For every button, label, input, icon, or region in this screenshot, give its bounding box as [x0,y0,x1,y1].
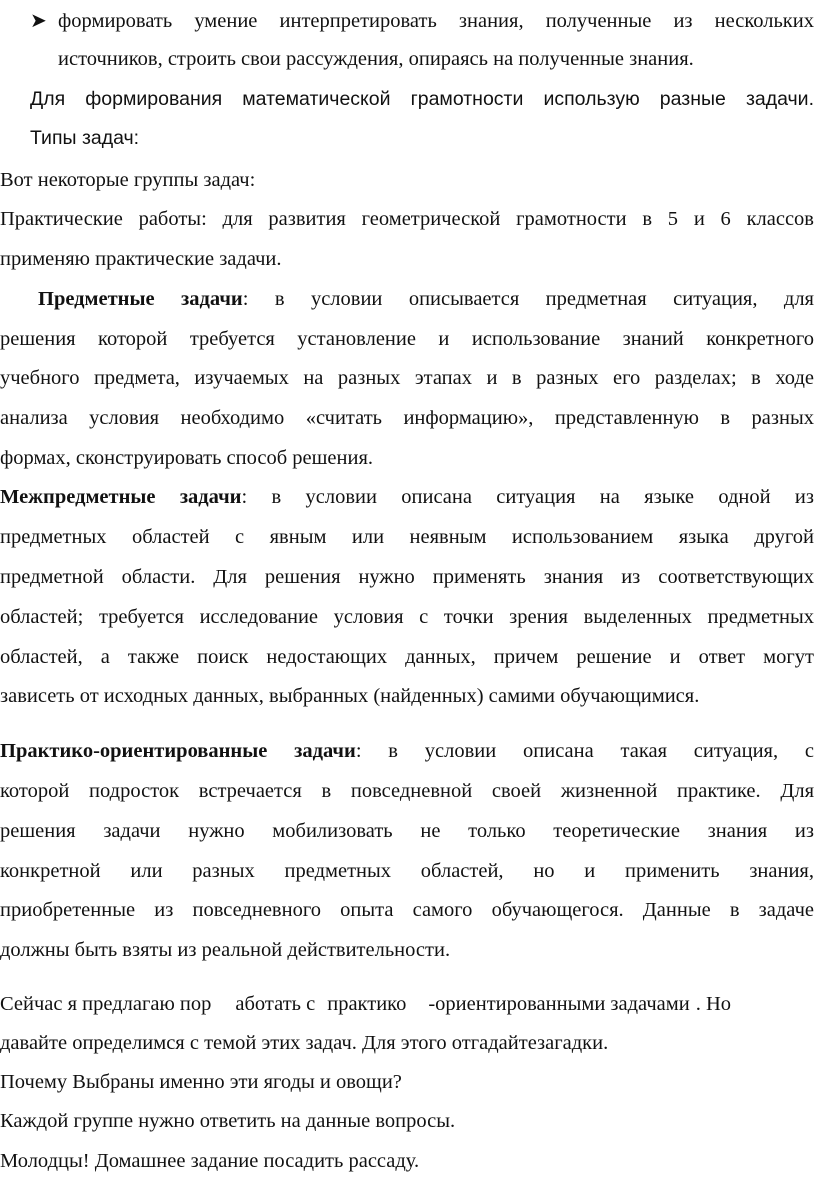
closing-line-1 [0,990,731,1018]
closing-line-2: давайте определимся с темой этих задач. Для этого отгадайтезагадки. [0,1032,609,1054]
practice-tasks-line-6: должны быть взяты из реальной действительности. [0,939,451,961]
practical-line-1: Практические работы: для развития геометрической грамотности в 5 и 6 классов [0,208,814,230]
closing-line-3: Почему Выбраны именно эти ягоды и овощи? [0,1071,402,1093]
practical-line-2: применяю практические задачи. [0,248,282,270]
subject-tasks-term: Предметные задачи [38,288,243,310]
interdisciplinary-tasks-line-4: областей; требуется исследование условия с точки зрения выделенных предметных [0,606,814,628]
interdisciplinary-tasks-line-3: предметной области. Для решения нужно применять знания из соответствующих [0,566,814,588]
interdisciplinary-tasks-line-2: предметных областей с явным или неявным использованием языка другой [0,526,814,548]
subject-tasks-line-5: формах, сконструировать способ решения. [0,447,374,469]
bullet-line-1: формировать умение интерпретировать знания, полученные из нескольких [58,10,814,32]
subject-tasks-line-2: решения которой требуется установление и использование знаний конкретного [0,328,814,350]
interdisciplinary-tasks-line-1-rest: : в условии описана ситуация на языке одной из [241,486,814,508]
closing-part-3: практико [327,993,407,1015]
interdisciplinary-tasks-term: Межпредметные задачи [0,486,242,508]
interdisciplinary-tasks-line-5: областей, а также поиск недостающих данных, причем решение и ответ могут [0,646,814,668]
practice-tasks-line-4: конкретной или разных предметных областей, но и применить знания, [0,860,814,882]
practice-tasks-line-1-rest: : в условии описана такая ситуация, с [355,740,815,762]
subject-tasks-line-1 [38,285,814,313]
closing-line-4: Каждой группе нужно ответить на данные вопросы. [0,1110,456,1132]
practice-tasks-line-2: которой подросток встречается в повседневной своей жизненной практике. Для [0,780,814,802]
subject-tasks-line-1-rest: : в условии описывается предметная ситуация, для [242,288,814,310]
groups-intro: Вот некоторые группы задач: [0,169,256,191]
practice-tasks-line-5: приобретенные из повседневного опыта самого обучающегося. Данные в задаче [0,899,814,921]
subject-tasks-line-3: учебного предмета, изучаемых на разных этапах и в разных его разделах; в ходе [0,367,814,389]
closing-line-5: Молодцы! Домашнее задание посадить рассаду. [0,1150,420,1172]
subject-tasks-line-4: анализа условия необходимо «считать информацию», представленную в разных [0,407,814,429]
interdisciplinary-tasks-line-1 [0,483,814,511]
closing-part-4: -ориентированными задачами [428,993,690,1015]
arrow-bullet-icon: ➤ [30,10,47,32]
closing-part-1: Сейчас я предлагаю пор [0,993,212,1015]
closing-part-5: . Но [695,993,732,1015]
practice-tasks-term: Практико-ориентированные задачи [0,740,356,762]
intro-line-1: Для формирования математической грамотности использую разные задачи. [30,88,814,110]
bullet-line-2: источников, строить свои рассуждения, опираясь на полученные знания. [58,48,694,70]
interdisciplinary-tasks-line-6: зависеть от исходных данных, выбранных (найденных) самими обучающимися. [0,685,700,707]
practice-tasks-line-3: решения задачи нужно мобилизовать не только теоретические знания из [0,820,814,842]
intro-line-2: Типы задач: [30,127,140,149]
practice-tasks-line-1 [0,737,814,765]
closing-part-2: аботать с [235,993,316,1015]
